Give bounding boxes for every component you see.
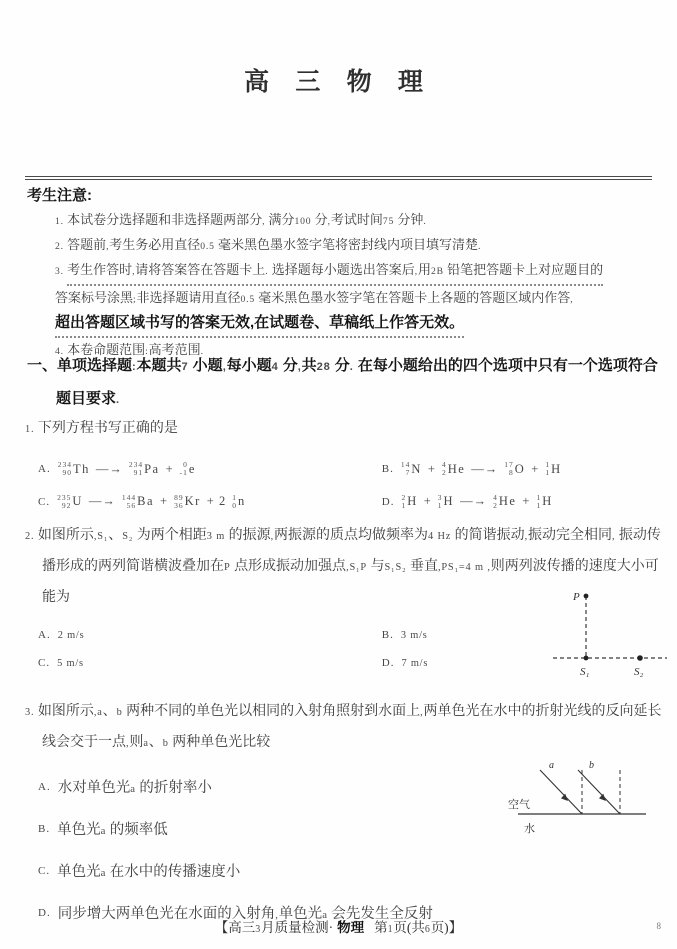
page-footer (0, 916, 677, 936)
q1-option-d (382, 494, 663, 511)
question-1-options (25, 461, 663, 510)
q3-option-b-text: 单色光a 的频率低 (57, 822, 168, 838)
q2-figure-point-P-dot (584, 594, 589, 599)
q2-option-c-text: 5 m/s (57, 657, 84, 669)
q2-option-c (38, 657, 382, 669)
footer-subject: 物理 (337, 920, 365, 935)
notice-item-3-emphasized: 考生作答时,请将答案答在答题卡上. 选择题每小题选出答案后,用2B 铅笔把答题卡上对应题目的 (67, 258, 603, 286)
q1-option-d-equation: 2 1 H + 3 1 H —→ 4 2 He + 1 1 H (401, 492, 553, 510)
q3-figure-ray-b-line (578, 770, 620, 814)
notice-warning-text: 超出答题区域书写的答案无效,在试题卷、草稿纸上作答无效。 (55, 311, 464, 338)
q3-figure-label-air: 空气 (508, 799, 530, 811)
q1-option-d-label: D. (381, 495, 395, 508)
notice-section (27, 184, 663, 363)
q1-option-b (382, 461, 663, 478)
q1-option-c (38, 494, 382, 511)
q2-option-c-label: C. (38, 657, 51, 669)
notice-item-3-continued: 答案标号涂黑;非选择题请用直径0.5 毫米黑色墨水签字笔在答题卡上各题的答题区域内作答, (55, 290, 574, 305)
question-1-stem: 1. 下列方程书写正确的是 (25, 421, 178, 436)
double-rule-divider (25, 176, 652, 180)
q2-option-a-label: A. (38, 629, 51, 641)
notice-item-2: 2. 答题前,考生务必用直径0.5 毫米黑色墨水签字笔将密封线内项目填写清楚. (55, 237, 482, 252)
q2-option-b-text: 3 m/s (400, 629, 428, 641)
q2-option-b-label: B. (381, 629, 394, 641)
q3-option-d-text: 同步增大两单色光在水面的入射角,单色光a 会先发生全反射 (57, 906, 433, 922)
question-1 (25, 414, 663, 510)
q3-figure-light-refraction-diagram (504, 756, 652, 843)
q3-option-b-label: B. (38, 822, 51, 835)
q3-figure-ray-a-arrowhead (561, 794, 568, 801)
footer-page-info: 第1页(共6页) (374, 920, 449, 935)
q2-figure-label-P: P (573, 591, 580, 603)
q3-option-c (38, 860, 663, 881)
corner-mark: 8 (656, 921, 661, 931)
q2-figure-wave-sources-diagram (550, 586, 670, 687)
q3-option-c-label: C. (38, 864, 51, 877)
q2-figure-label-S2: S₂ (634, 666, 644, 678)
notice-items (27, 208, 663, 363)
question-2-stem: 2. 如图所示,S₁、S₂ 为两个相距3 m 的振源,两振源的质点均做频率为4 Hz 的简谐振动,振动完全相同, 振动传播形成的两列简谐横波叠加在P 点形成振动加强点,S₁P 与S₁S₂ 垂直,PS₁=4 m ,则两列波传播的速度大小可能为 (25, 528, 661, 605)
q2-option-d-label: D. (381, 657, 395, 669)
q2-option-a-text: 2 m/s (57, 629, 85, 641)
q3-figure-label-water: 水 (524, 823, 535, 835)
page-title: 高 三 物 理 (244, 69, 433, 96)
q1-option-a (38, 461, 382, 478)
notice-item-1: 1. 本试卷分选择题和非选择题两部分, 满分100 分,考试时间75 分钟. (55, 212, 427, 227)
q3-option-a-label: A. (38, 780, 51, 793)
q1-option-b-label: B. (381, 463, 394, 476)
q3-figure-label-a: a (549, 760, 554, 771)
q3-option-c-text: 单色光a 在水中的传播速度小 (57, 864, 241, 880)
q1-option-a-equation: 234 90 Th —→ 234 91 Pa + 0 -1 e (57, 460, 196, 478)
question-3-stem: 3. 如图所示,a、b 两种不同的单色光以相同的入射角照射到水面上,两单色光在水中的折射光线的反向延长线会交于一点,则a、b 两种单色光比较 (25, 704, 662, 750)
q1-option-a-label: A. (38, 463, 51, 476)
footer-exam-name: 高三3月质量检测· (228, 920, 334, 935)
notice-heading: 考生注意: (27, 187, 92, 204)
q2-figure-point-S1-dot (584, 656, 589, 661)
notice-item-4: 4. 本卷命题范围:高考范围. (55, 342, 204, 357)
section-1-heading: 一、单项选择题:本题共7 小题,每小题4 分,共28 分. 在每小题给出的四个选项中只有一个选项符合题目要求. (27, 357, 658, 407)
notice-item-3: 3. 考生作答时,请将答案答在答题卡上. 选择题每小题选出答案后,用2B 铅笔把答题卡上对应题目的 答案标号涂黑;非选择题请用直径0.5 毫米黑色墨水签字笔在答题卡上各题的答题区域内作答, 超出答题区域书写的答案无效,在试题卷、草稿纸上作答无效。 (55, 258, 663, 338)
q1-option-c-equation: 235 92 U —→ 144 56 Ba + 89 36 Kr + 2 1 0 n (57, 492, 246, 510)
footer-bracket-left: 【 (214, 920, 229, 935)
q1-option-c-label: C. (38, 495, 51, 508)
q3-figure-label-b: b (589, 760, 594, 771)
q3-option-d-label: D. (38, 906, 51, 919)
q2-option-d-text: 7 m/s (401, 657, 429, 669)
q1-option-b-equation: 14 7 N + 4 2 He —→ 17 8 O + 1 1 H (400, 460, 562, 478)
q2-option-a (38, 629, 382, 641)
q2-figure-label-S1: S₁ (580, 666, 590, 678)
q3-figure-ray-b-arrowhead (599, 794, 606, 801)
q3-option-a-text: 水对单色光a 的折射率小 (57, 780, 212, 796)
q3-figure-ray-a-line (540, 770, 582, 814)
q2-figure-point-S2-dot (637, 655, 643, 661)
footer-bracket-right: 】 (448, 920, 463, 935)
